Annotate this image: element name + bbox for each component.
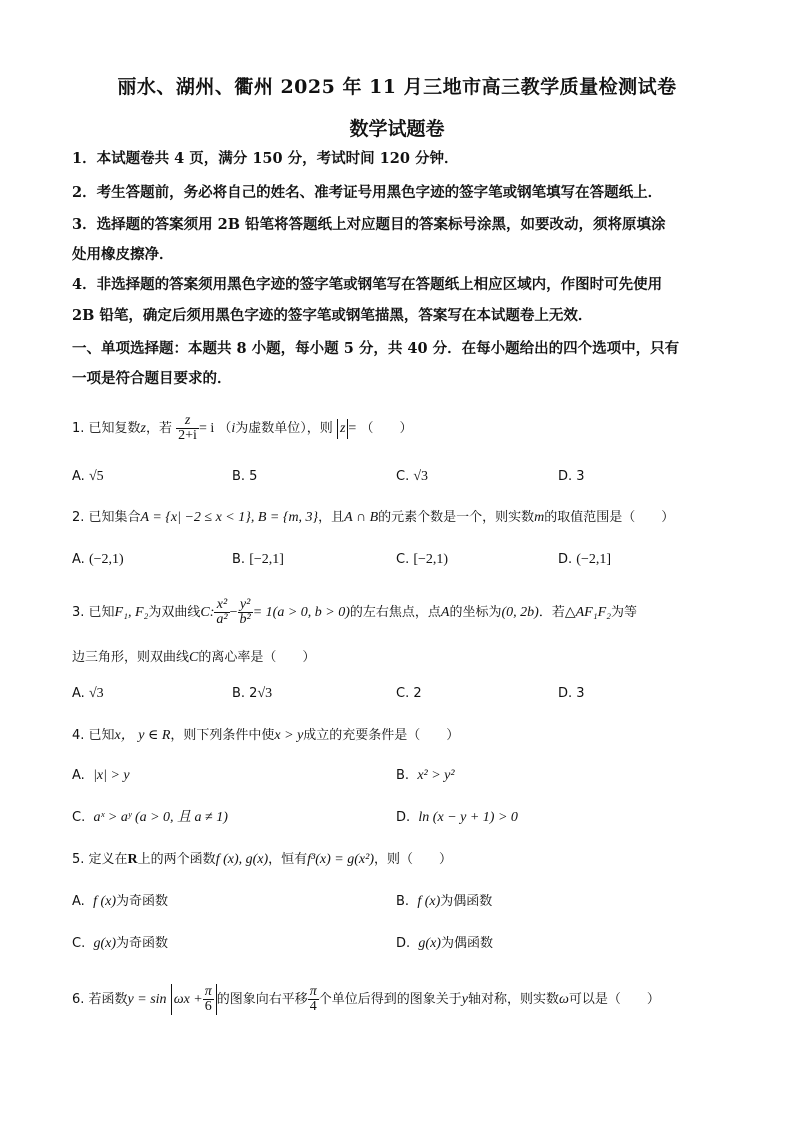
q4-option-b[interactable]: B. x² > y² [396,768,455,783]
q1-post: 为虚数单位），则 [235,421,333,436]
q1-eq2: = [348,421,357,436]
q2-option-c[interactable]: C. [−2,1) [396,552,449,567]
exam-subtitle: 数学试题卷 [349,118,445,140]
question-1 [72,414,412,443]
q5-option-b[interactable]: B. f (x)为偶函数 [396,894,493,909]
q2-option-b[interactable]: B. [−2,1] [232,552,284,567]
q2-option-a[interactable]: A. (−2,1) [72,552,124,567]
q1-fraction: $\frac{z}{2+i}$ [178,413,197,443]
q5-option-a[interactable]: A. f (x)为奇函数 [72,894,169,909]
q6-shift-fraction: $\frac{\pi}{4}$ [309,984,317,1014]
note-3-line2: 处用橡皮擦净． [72,246,174,263]
q1-pre: 1. 已知复数 [72,421,141,436]
q2-intersection: A ∩ B [344,510,379,525]
question-3-line2: 边三角形，则双曲线C的离心率是（ ） [72,650,316,665]
q2-sets: A = {x| −2 ≤ x < 1}, B = {m, 3} [140,510,319,525]
section-heading-line2: 一项是符合题目要求的． [72,370,232,387]
q1-eq: = i [198,421,215,436]
q3-y-fraction: $\frac{\text{y²}}{\text{b²}}$ [239,597,251,627]
q2-option-d[interactable]: D. (−2,1] [558,552,612,567]
q5-option-c[interactable]: C. g(x)为奇函数 [72,936,169,951]
q1-mid: ，若 [146,421,173,436]
question-6: 6. 若函数y = sin ωx + $\frac{\pi}{6}$ 的图象向右平移 $\frac{\pi}{4}$ 个单位后得到的图象关于y轴对称，则实数ω可以是（ ） [72,984,660,1014]
q1-blank: （ ） [360,421,413,436]
note-4-line2: 2B 铅笔，确定后须用黑色字迹的签字笔或钢笔描黑，答案写在本试题卷上无效． [72,307,593,324]
q3-option-c[interactable]: C. 2 [396,686,422,701]
q4-option-d[interactable]: D. ln (x − y + 1) > 0 [396,810,518,825]
question-3: 3. 已知F₁, F₂为双曲线C: $\frac{\text{x²}}{\text{a²}}$ − $\frac{\text{y²}}{\text{b²}}$ = 1(a > 0, b > 0)的左右焦点，点A的坐标为(0, 2b)．若△AF₁F₂为等 [72,597,637,627]
q3-option-a[interactable]: A. √3 [72,686,104,701]
note-3-line1: 3．选择题的答案须用 2B 铅笔将答题纸上对应题目的答案标号涂黑，如要改动，须将原填涂 [72,216,666,233]
q1-i: i [231,421,236,436]
q1-option-d[interactable]: D. 3 [558,469,585,484]
q5-option-d[interactable]: D. g(x)为偶函数 [396,936,493,951]
question-5: 5. 定义在R上的两个函数f (x), g(x)，恒有f³(x) = g(x²)，则（ ） [72,852,452,867]
q1-option-b[interactable]: B. 5 [232,469,258,484]
q3-option-b[interactable]: B. 2√3 [232,686,273,701]
section-heading-line1: 一、单项选择题：本题共 8 小题，每小题 5 分，共 40 分．在每小题给出的四个选项中，只有 [72,340,680,357]
q4-option-a[interactable]: A. |x| > y [72,768,130,783]
q1-option-c[interactable]: C. √3 [396,469,429,484]
q6-abs-expression: ωx + $\frac{\pi}{6}$ [171,984,217,1015]
question-2: 2. 已知集合A = {x| −2 ≤ x < 1}, B = {m, 3}，且A ∩ B的元素个数是一个，则实数m的取值范围是（ ） [72,510,675,525]
q4-option-c[interactable]: C. aˣ > aʸ (a > 0, 且 a ≠ 1) [72,810,228,825]
question-4: 4. 已知x， y ∈ R，则下列条件中使x > y成立的充要条件是（ ） [72,728,460,743]
note-2: 2．考生答题前，务必将自己的姓名、准考证号用黑色字迹的签字笔或钢笔填写在答题纸上． [72,184,663,201]
exam-title: 丽水、湖州、衢州 2025 年 11 月三地市高三教学质量检测试卷 [117,76,677,98]
q3-x-fraction: $\frac{\text{x²}}{\text{a²}}$ [216,597,228,627]
q1-option-a[interactable]: A. √5 [72,469,104,484]
note-4-line1: 4．非选择题的答案须用黑色字迹的签字笔或钢笔写在答题纸上相应区域内，作图时可先使用 [72,276,663,293]
q3-option-d[interactable]: D. 3 [558,686,585,701]
q1-abs-z: z [337,419,348,439]
q1-z: z [140,421,146,436]
note-1: 1．本试题卷共 4 页，满分 150 分，考试时间 120 分钟． [72,150,459,167]
q1-paren: （ [218,421,232,436]
